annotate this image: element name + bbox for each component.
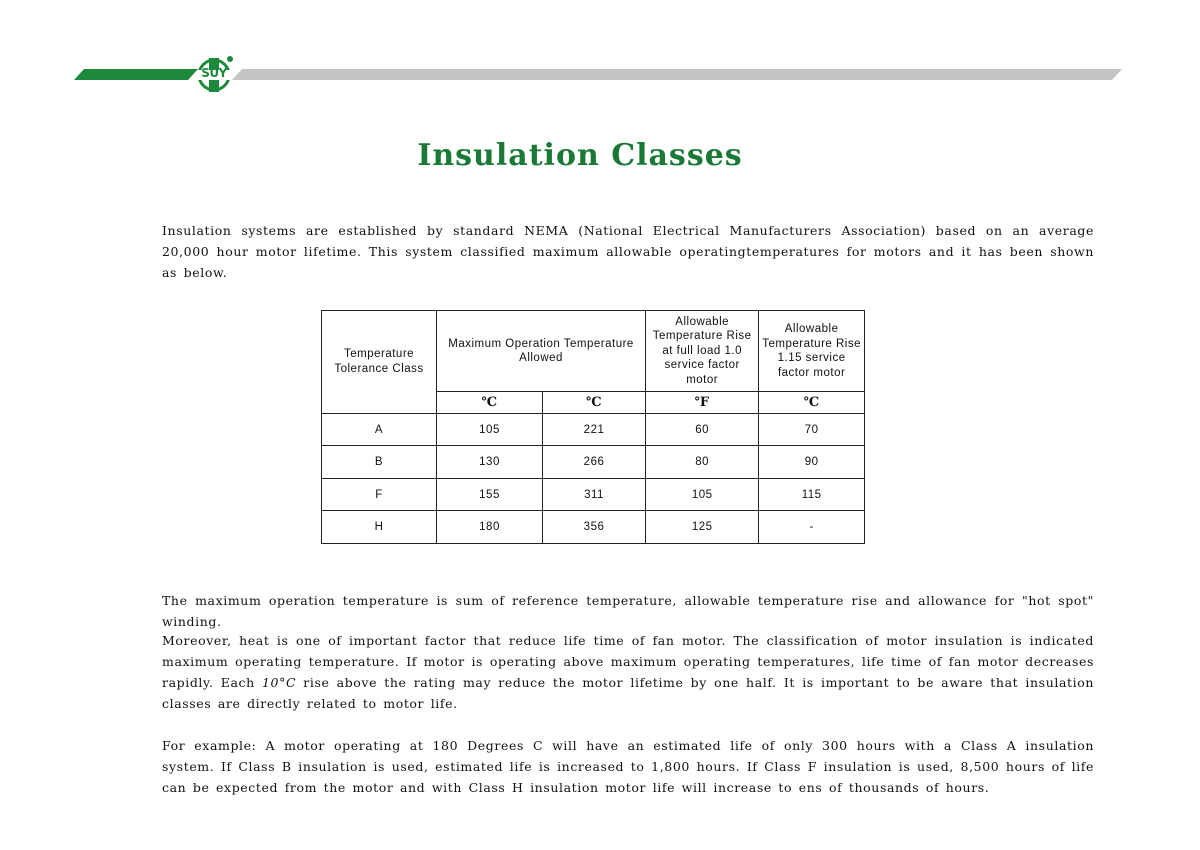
temperature-emphasis: 10°C (261, 675, 297, 690)
cell-rise-1-15: 115 (759, 478, 865, 511)
cell-class: F (322, 478, 437, 511)
cell-rise-1-0: 60 (646, 413, 759, 446)
heat-paragraph-text-1: Moreover, heat is one of important factor that reduce life time of fan motor. The classification of motor insulation is indicated maximum operating temperature. If motor is operating above maximum operating temperatures, life time of fan motor decreases rapidly. Each (162, 633, 1094, 690)
intro-paragraph: Insulation systems are established by standard NEMA (National Electrical Manufacturers Association) based on an average 20,000 hour motor lifetime. This system classified maximum allowable operatingtemperatures for motors and it has been shown as below. (162, 223, 1094, 280)
cell-rise-1-0: 125 (646, 511, 759, 544)
page-header (0, 0, 1200, 110)
unit-fahrenheit: ℉ (646, 392, 759, 413)
example-paragraph: For example: A motor operating at 180 Degrees C will have an estimated life of only 300 hours with a Class A insulation system. If Class B insulation is used, estimated life is increased to 1,800 hours. If Class F insulation is used, 8,500 hours of life can be expected from the motor and with Class H insulation motor life will increase to ens of thousands of hours. (162, 738, 1094, 795)
hot-spot-paragraph: The maximum operation temperature is sum of reference temperature, allowable temperature rise and allowance for "hot spot" winding. (162, 593, 1094, 629)
header-class: Temperature Tolerance Class (322, 311, 437, 414)
cell-rise-1-0: 105 (646, 478, 759, 511)
cell-rise-1-15: 90 (759, 446, 865, 479)
cell-rise-1-15: 70 (759, 413, 865, 446)
header-green-bar (74, 69, 198, 80)
page-title: Insulation Classes (417, 138, 743, 173)
cell-max-temp-2: 311 (542, 478, 645, 511)
cell-max-temp-2: 356 (542, 511, 645, 544)
table-row (322, 413, 865, 446)
cell-max-temp: 130 (437, 446, 543, 479)
cell-max-temp: 105 (437, 413, 543, 446)
table-row (322, 446, 865, 479)
header-gray-bar (232, 69, 1122, 80)
company-logo (192, 54, 236, 96)
heat-paragraph-text-2: rise above the rating may reduce the motor lifetime by one half. It is important to be aware that insulation classes are directly related to motor life. (162, 675, 1094, 711)
unit-celsius-1: ℃ (437, 392, 543, 413)
table-row (322, 511, 865, 544)
cell-rise-1-0: 80 (646, 446, 759, 479)
heat-paragraph (162, 630, 1094, 714)
cell-class: A (322, 413, 437, 446)
header-max-temp: Maximum Operation Temperature Allowed (437, 311, 646, 392)
unit-celsius-3: ℃ (759, 392, 865, 413)
cell-max-temp: 155 (437, 478, 543, 511)
unit-celsius-2: ℃ (542, 392, 645, 413)
cell-class: H (322, 511, 437, 544)
cell-class: B (322, 446, 437, 479)
cell-rise-1-15: - (759, 511, 865, 544)
table-row (322, 478, 865, 511)
cell-max-temp: 180 (437, 511, 543, 544)
logo-text: SUY (201, 66, 227, 80)
insulation-table (321, 310, 865, 544)
header-rise-1-0: Allowable Temperature Rise at full load 1.0 service factor motor (646, 311, 759, 392)
cell-max-temp-2: 221 (542, 413, 645, 446)
cell-max-temp-2: 266 (542, 446, 645, 479)
header-rise-1-15: Allowable Temperature Rise 1.15 service factor motor (759, 311, 865, 392)
